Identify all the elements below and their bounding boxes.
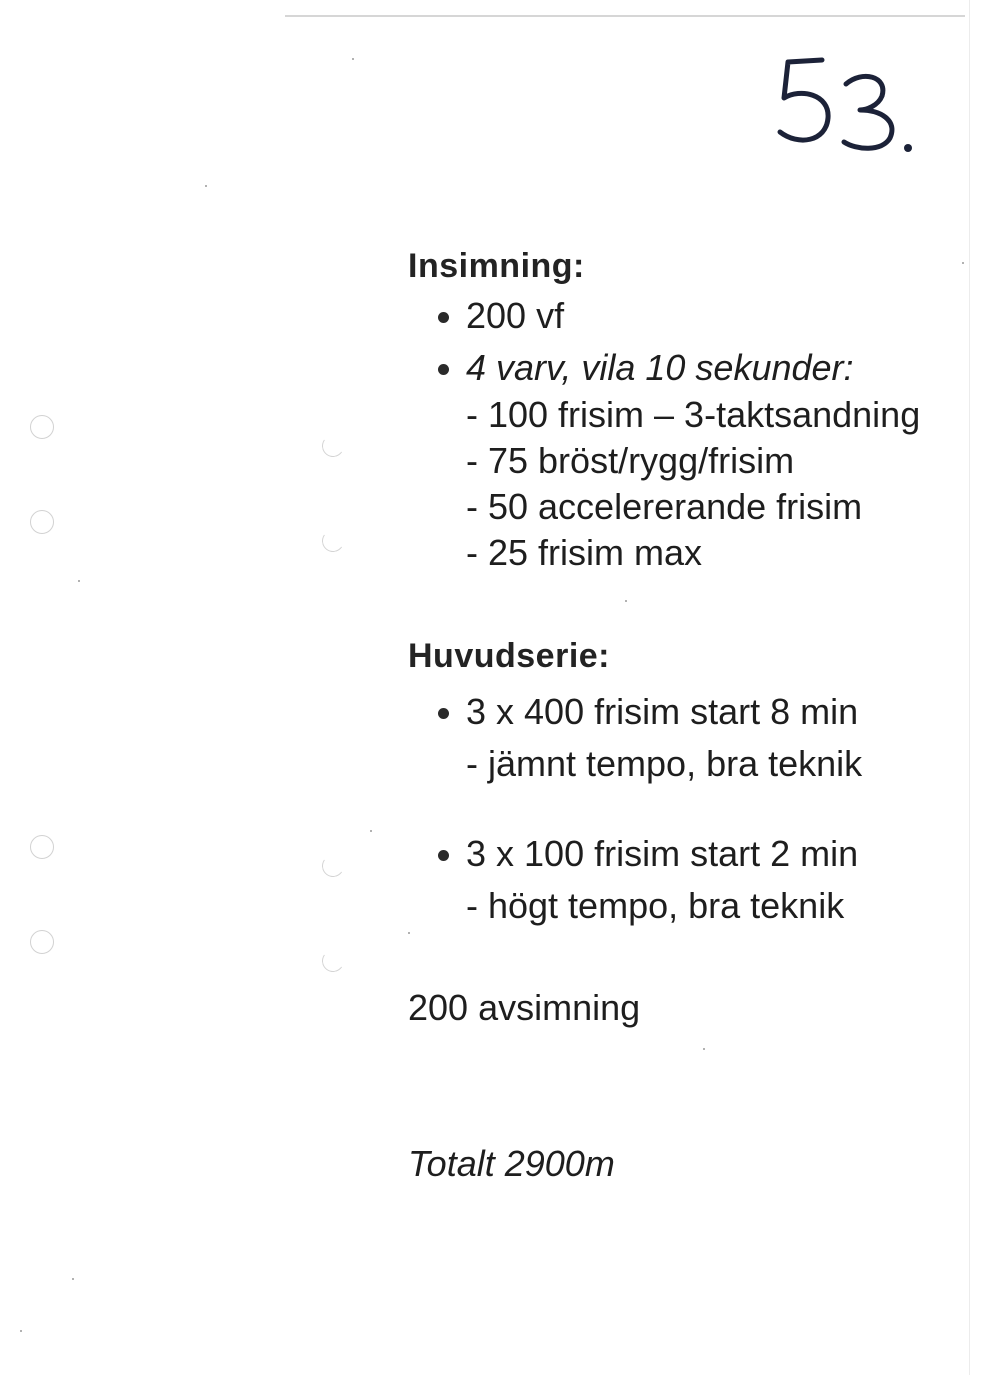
warmup-item-text: 4 varv, vila 10 sekunder: [466, 347, 854, 388]
scan-speck [72, 1278, 74, 1280]
main-set-item [408, 830, 978, 878]
bullet-icon [438, 708, 449, 719]
scan-speck [352, 58, 354, 60]
scan-speck [205, 185, 207, 187]
workout-content [408, 246, 978, 1186]
bullet-icon [438, 364, 449, 375]
warmup-sub-item: - 25 frisim max [466, 532, 703, 573]
warmup-item-200vf [408, 292, 978, 340]
total-distance: Totalt 2900m [408, 1143, 615, 1184]
main-set-item-note: - högt tempo, bra teknik [466, 885, 845, 926]
punch-hole [30, 835, 54, 859]
warmup-sub-item: - 100 frisim – 3-taktsandning [466, 394, 921, 435]
scan-speck [370, 830, 372, 832]
punch-hole-shadow [320, 948, 345, 973]
main-set-item-note: - jämnt tempo, bra teknik [466, 743, 863, 784]
main-set-heading: Huvudserie: [408, 637, 610, 675]
punch-hole [30, 415, 54, 439]
cooldown-text: 200 avsimning [408, 987, 641, 1028]
warmup-item-text: 200 vf [466, 295, 565, 336]
warmup-heading: Insimning: [408, 247, 585, 285]
scan-speck [78, 580, 80, 582]
bullet-icon [438, 850, 449, 861]
punch-hole-shadow [320, 853, 345, 878]
punch-hole-shadow [320, 528, 345, 553]
punch-hole-shadow [320, 433, 345, 458]
scan-speck [20, 1330, 22, 1332]
bullet-icon [438, 312, 449, 323]
handwritten-page-number [770, 48, 930, 158]
punch-hole [30, 510, 54, 534]
top-edge-line [285, 15, 965, 17]
warmup-item-4-laps [408, 344, 978, 392]
punch-hole [30, 930, 54, 954]
warmup-sub-item: - 50 accelererande frisim [466, 486, 863, 527]
main-set-item-title: 3 x 400 frisim start 8 min [466, 691, 859, 732]
warmup-sub-item: - 75 bröst/rygg/frisim [466, 440, 795, 481]
main-set-item-title: 3 x 100 frisim start 2 min [466, 833, 859, 874]
main-set-item [408, 688, 978, 736]
